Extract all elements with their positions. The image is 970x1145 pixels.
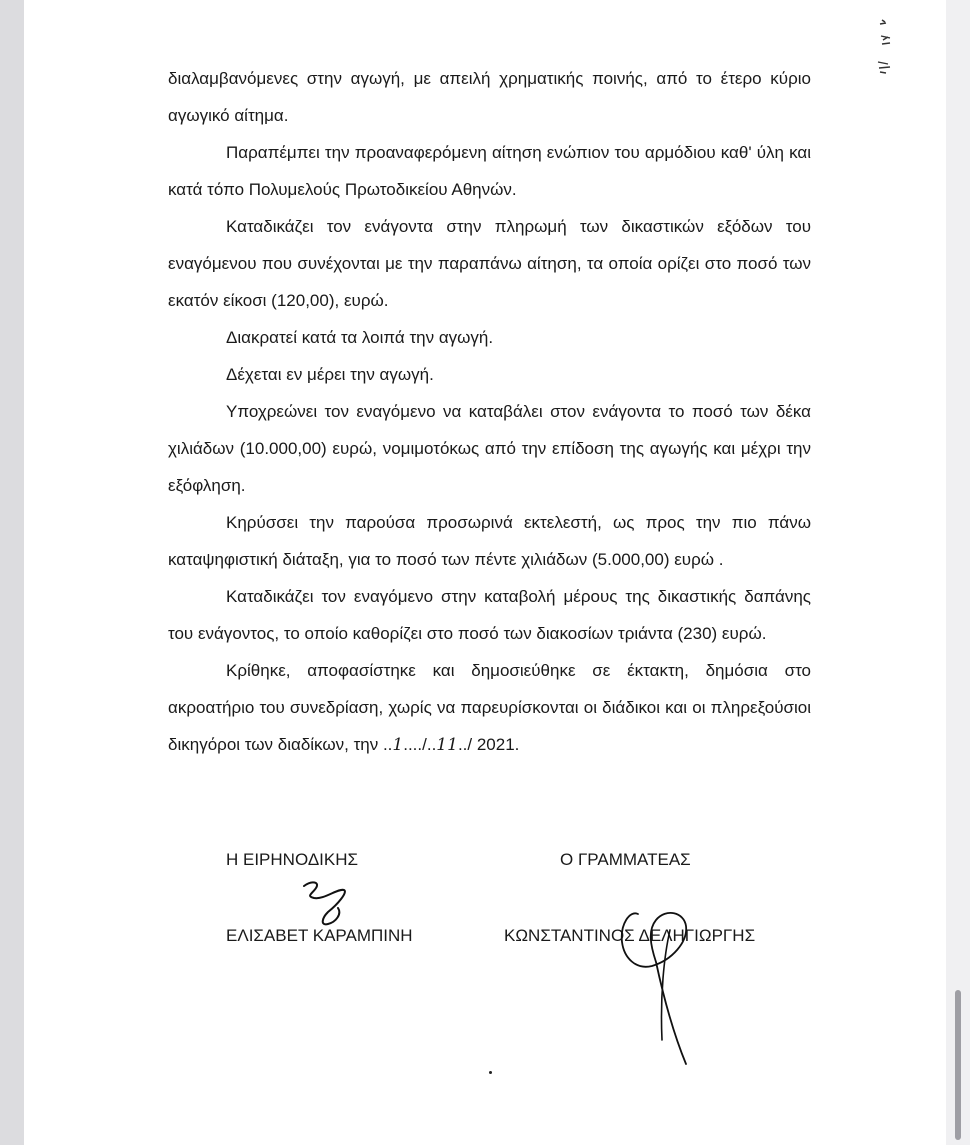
scrollbar-track[interactable] xyxy=(946,0,970,1145)
page-corner-marks xyxy=(870,14,900,84)
paragraph-obligation: Υποχρεώνει τον εναγόμενο να καταβάλει στον ενάγοντα το ποσό των δέκα χιλιάδων (10.000,00) ευρώ, νομιμοτόκως από την επίδοση της αγωγής και μέχρι την εξόφληση. xyxy=(168,402,811,495)
decision-body xyxy=(168,60,811,764)
judge-name: ΕΛΙΣΑΒΕΤ ΚΑΡΑΜΠΙΝΗ xyxy=(226,926,413,945)
secretary-name: ΚΩΝΣΤΑΝΤΙΝΟΣ ΔΕΛΗΓΙΩΡΓΗΣ xyxy=(504,926,756,945)
paragraph-accepts: Δέχεται εν μέρει την αγωγή. xyxy=(226,365,434,384)
secretary-title: Ο ΓΡΑΜΜΑΤΕΑΣ xyxy=(560,850,691,869)
closing-text: Κρίθηκε, αποφασίστηκε και δημοσιεύθηκε σε έκτακτη, δημόσια στο ακροατήριο του συνεδρίαση, χωρίς να παρευρίσκονται οι διάδικοι και οι πληρεξούσιοι δικηγόροι των διαδίκων, την xyxy=(168,661,811,754)
page-left-edge xyxy=(0,0,24,1145)
secretary-signature xyxy=(600,900,720,1070)
paragraph-continuation: διαλαμβανόμενες στην αγωγή, με απειλή χρηματικής ποινής, από το έτερο κύριο αγωγικό αίτημα. xyxy=(168,69,811,125)
stray-dot xyxy=(489,1071,492,1074)
date-year: / 2021. xyxy=(467,735,520,754)
judge-title: Η ΕΙΡΗΝΟΔΙΚΗΣ xyxy=(226,850,359,869)
paragraph-costs-plaintiff: Καταδικάζει τον ενάγοντα στην πληρωμή των δικαστικών εξόδων του εναγόμενου που συνέχονται με την παραπάνω αίτηση, τα οποία ορίζει στο ποσό των εκατόν είκοσι (120,00), ευρώ. xyxy=(168,217,811,310)
scrollbar-thumb[interactable] xyxy=(955,990,961,1140)
date-month: 11 xyxy=(436,735,458,755)
judge-signature xyxy=(298,878,358,930)
paragraph-closing: Κρίθηκε, αποφασίστηκε και δημοσιεύθηκε σε έκτακτη, δημόσια στο ακροατήριο του συνεδρίαση, χωρίς να παρευρίσκονται οι διάδικοι και οι πληρεξούσιοι δικηγόροι των διαδίκων, την ..1..../..11../ 2021. xyxy=(168,661,811,755)
paragraph-costs-defendant: Καταδικάζει τον εναγόμενο στην καταβολή μέρους της δικαστικής δαπάνης του ενάγοντος, το οποίο καθορίζει στο ποσό των διακοσίων τριάντα (230) ευρώ. xyxy=(168,587,811,643)
paragraph-enforceable: Κηρύσσει την παρούσα προσωρινά εκτελεστή, ως προς την πιο πάνω καταψηφιστική διάταξη, για το ποσό των πέντε χιλιάδων (5.000,00) ευρώ . xyxy=(168,513,811,569)
paragraph-referral: Παραπέμπει την προαναφερόμενη αίτηση ενώπιον του αρμόδιου καθ' ύλη και κατά τόπο Πολυμελούς Πρωτοδικείου Αθηνών. xyxy=(168,143,811,199)
date-day: 1 xyxy=(392,735,404,755)
paragraph-retains: Διακρατεί κατά τα λοιπά την αγωγή. xyxy=(226,328,494,347)
